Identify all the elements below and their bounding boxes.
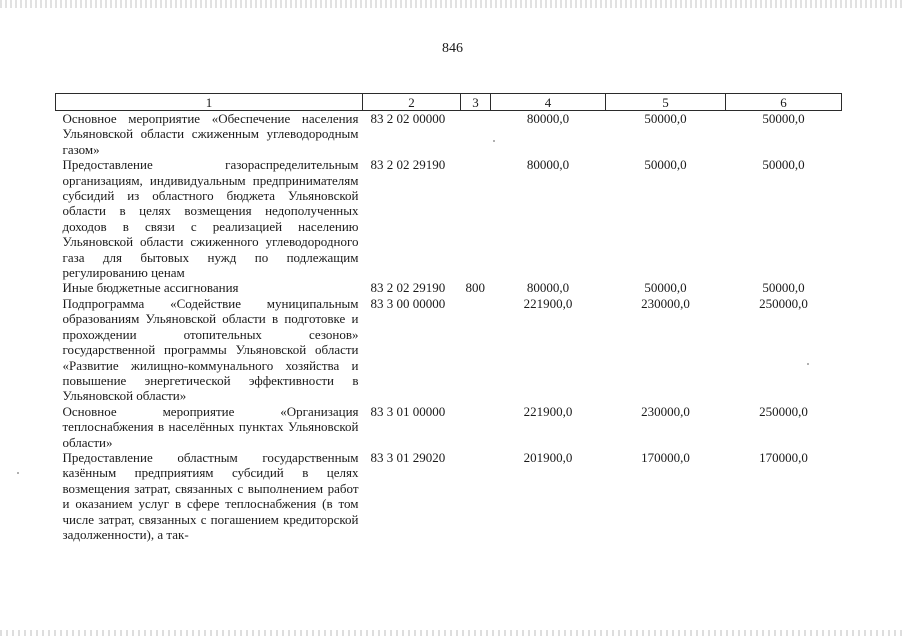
row-amount-year2: 230000,0: [641, 403, 690, 419]
column-header: 5: [606, 94, 726, 111]
table-row: [56, 157, 842, 280]
row-code: 83 2 02 00000: [370, 111, 446, 126]
row-code: 83 3 01 29020: [370, 449, 446, 465]
row-expense-type: [461, 111, 491, 158]
row-expense-type: [461, 450, 491, 542]
column-header: 4: [491, 94, 606, 111]
scan-speck: [493, 140, 495, 142]
row-amount-year2: 170000,0: [641, 449, 690, 465]
scan-speck: [17, 472, 19, 474]
row-amount-year3: 170000,0: [759, 449, 808, 465]
row-amount-year3: 50000,0: [762, 157, 805, 173]
row-amount-year1: 80000,0: [526, 157, 570, 173]
table-row: [56, 404, 842, 450]
row-expense-type: 800: [465, 280, 485, 296]
row-amount-year2: 230000,0: [641, 295, 690, 311]
row-code: 83 2 02 29190: [370, 157, 446, 173]
row-amount-year1: 80000,0: [526, 111, 570, 126]
column-header: 2: [363, 94, 461, 111]
table-row: [56, 280, 842, 295]
row-code: 83 2 02 29190: [370, 280, 446, 296]
row-description: Иные бюджетные ассигнования: [62, 280, 239, 296]
column-header: 3: [461, 94, 491, 111]
column-header: 1: [56, 94, 363, 111]
row-description: Основное мероприятие «Обеспечение населения Ульяновской области сжиженным углеводородным газом»: [62, 111, 359, 157]
column-header: 6: [726, 94, 842, 111]
row-amount-year1: 221900,0: [523, 295, 573, 311]
row-code: 83 3 00 00000: [370, 295, 446, 311]
row-code: 83 3 01 00000: [370, 403, 446, 419]
row-description: Основное мероприятие «Организация теплоснабжения в населённых пунктах Ульяновской области»: [62, 403, 359, 450]
scan-edge-top: [0, 0, 905, 8]
row-amount-year3: 50000,0: [762, 111, 805, 126]
row-amount-year1: 80000,0: [526, 280, 570, 296]
row-expense-type: [461, 296, 491, 404]
row-amount-year2: 50000,0: [644, 111, 687, 126]
row-amount-year3: 250000,0: [759, 295, 808, 311]
row-description: Подпрограмма «Содействие муниципальным образованиям Ульяновской области в подготовке и прохождении отопительных сезонов» государственной программы Ульяновской области «Развитие жилищно-коммунального хозяйства и повышение энергетической эффективности в Ульяновской области»: [62, 295, 359, 404]
row-expense-type: [461, 404, 491, 450]
table-header: [56, 94, 842, 111]
row-description: Предоставление областным государственным казённым предприятиям субсидий в целях возмещения затрат, связанных с выполнением работ и оказанием услуг в сфере теплоснабжения (в том числе затрат, связанных с погашением кредиторской задолженности), а так-: [62, 449, 359, 542]
table-row: [56, 111, 842, 158]
scan-edge-bottom: [0, 630, 905, 636]
row-amount-year3: 250000,0: [759, 403, 808, 419]
table-row: [56, 450, 842, 542]
scan-speck: [807, 363, 809, 365]
row-description: Предоставление газораспределительным организациям, индивидуальным предпринимателям субсидий из областного бюджета Ульяновской области в целях возмещения недополученных доходов в связи с реализацией населению Ульяновской области сжиженного углеводородного газа для бытовых нужд по подлежащим регулированию ценам: [62, 157, 359, 281]
row-expense-type: [461, 157, 491, 280]
budget-table: [55, 93, 842, 542]
table-row: [56, 296, 842, 404]
row-amount-year1: 201900,0: [523, 449, 573, 465]
row-amount-year2: 50000,0: [644, 280, 687, 296]
page-number: 846: [442, 41, 463, 56]
row-amount-year1: 221900,0: [523, 403, 573, 419]
row-amount-year3: 50000,0: [762, 280, 805, 296]
row-amount-year2: 50000,0: [644, 157, 687, 173]
